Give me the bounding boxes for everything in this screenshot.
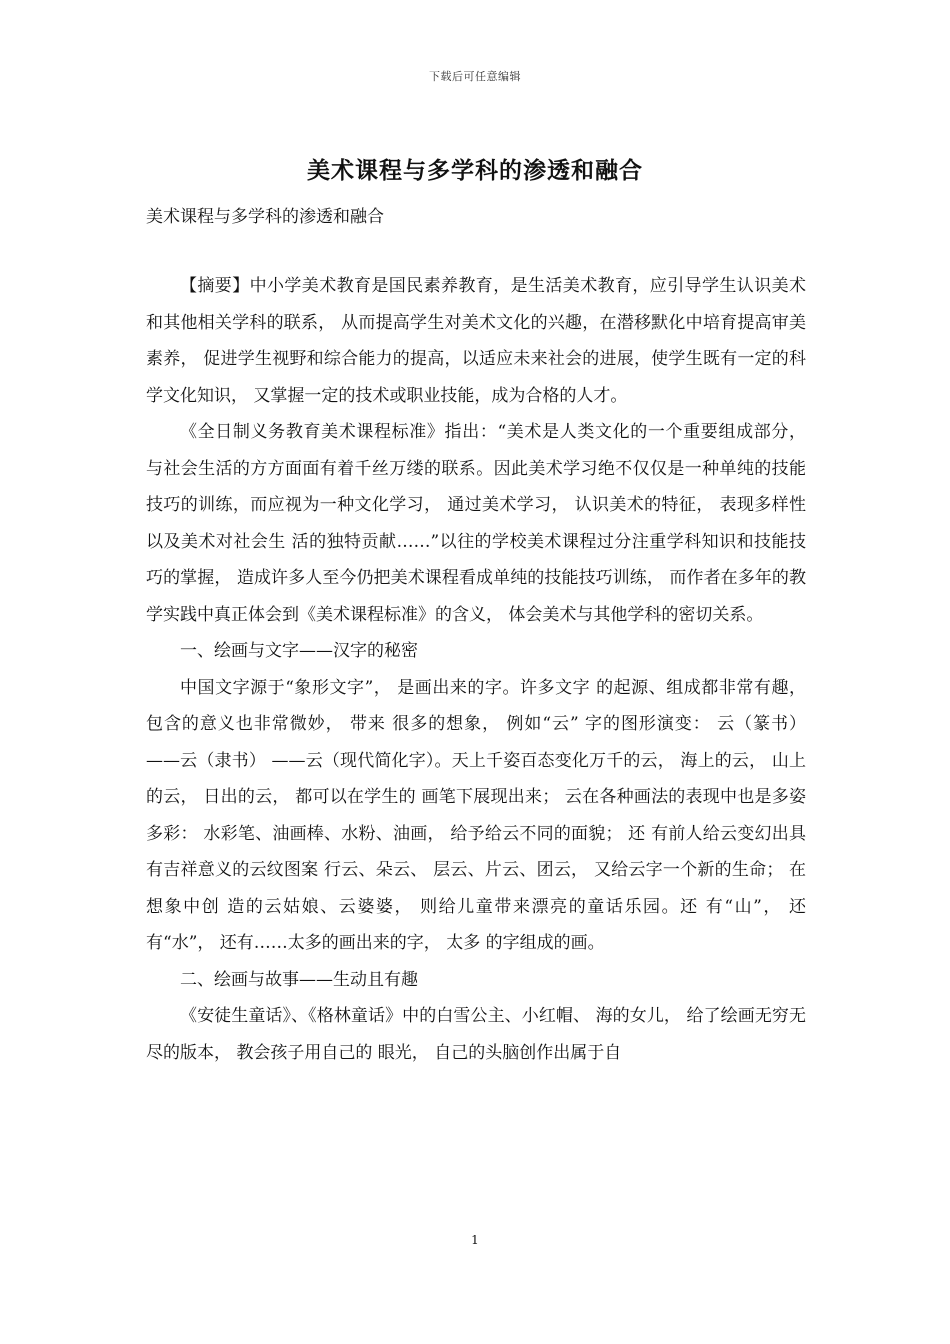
section-heading: 一、绘画与文字——汉字的秘密 [180, 641, 418, 661]
section-heading: 二、绘画与故事——生动且有趣 [180, 969, 418, 990]
body-paragraph: 《安徒生童话》、《格林童话》中的白雪公主、小红帽、 海的女儿， 给了绘画无穷无尽的版本， 教会孩子用自己的 眼光， 自己的头脑创作出属于自 [146, 1006, 806, 1063]
document-subtitle: 美术课程与多学科的渗透和融合 [146, 207, 384, 227]
abstract-paragraph: 【摘要】中小学美术教育是国民素养教育，是生活美术教育，应引导学生认识美术和其他相关学科的联系， 从而提高学生对美术文化的兴趣，在潜移默化中培育提高审美素养， 促进学生视野和综合能力的提高，以适应未来社会的进展，使学生既有一定的科学文化知识， 又掌握一定的技术或职业技能，成为合格的人才。 [146, 276, 806, 406]
document-body [146, 268, 806, 1071]
document-title: 美术课程与多学科的渗透和融合 [307, 157, 643, 184]
header-note: 下载后可任意编辑 [429, 70, 521, 83]
body-paragraph: 中国文字源于“象形文字”， 是画出来的字。许多文字 的起源、组成都非常有趣， 包含的意义也非常微妙， 带来 很多的想象， 例如“云” 字的图形演变： 云（篆书） ——云（隶书） ——云（现代简化字）。天上千姿百态变化万千的云， 海上的云， 山上的云， 日出的云， 都可以在学生的 画笔下展现出来； 云在各种画法的表现中也是多姿多彩： 水彩笔、油画棒、水粉、油画， 给予给云不同的面貌； 还 有前人给云变幻出具有吉祥意义的云纹图案 行云、朵云、 层云、片云、团云， 又给云字一个新的生命； 在想象中创 造的云姑娘、云婆婆， 则给儿童带来漂亮的童话乐园。还 有“山”， 还有“水”， 还有……太多的画出来的字， 太多 的字组成的画。 [146, 677, 806, 953]
body-paragraph: 《全日制义务教育美术课程标准》指出：“美术是人类文化的一个重要组成部分， 与社会生活的方方面面有着千丝万缕的联系。因此美术学习绝不仅仅是一种单纯的技能技巧的训练，而应视为一种文化学习， 通过美术学习， 认识美术的特征， 表现多样性以及美术对社会生 活的独特贡献……”以往的学校美术课程过分注重学科知识和技能技巧的掌握， 造成许多人至今仍把美术课程看成单纯的技能技巧训练， 而作者在多年的教学实践中真正体会到《美术课程标准》的含义， 体会美术与其他学科的密切关系。 [146, 422, 806, 625]
page-number: 1 [471, 1233, 479, 1247]
